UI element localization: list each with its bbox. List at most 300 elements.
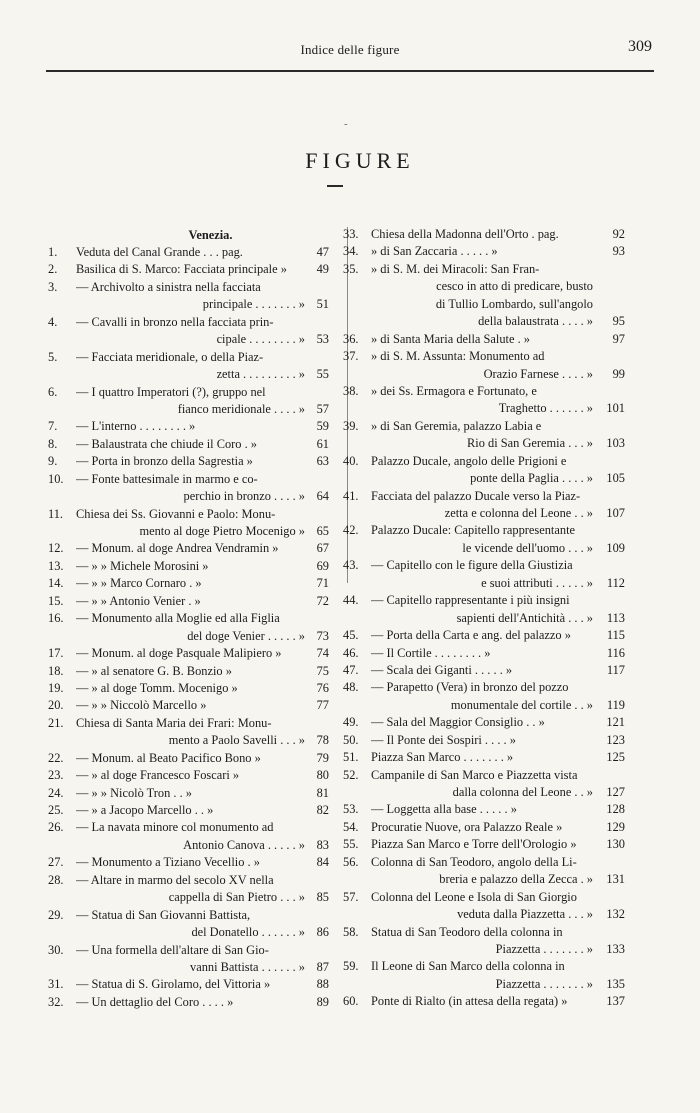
entry-text: sapienti dell'Antichità . . . » bbox=[456, 610, 593, 625]
entry-text: cesco in atto di predicare, busto bbox=[436, 279, 593, 294]
entry-page: 69 bbox=[316, 558, 329, 573]
entry-line bbox=[48, 471, 333, 488]
entry-line bbox=[343, 784, 623, 801]
entry-text: Colonna di San Teodoro, angolo della Li- bbox=[371, 854, 577, 869]
entry-page: 103 bbox=[606, 436, 625, 451]
index-entry bbox=[343, 488, 623, 523]
entry-number: 27. bbox=[48, 855, 64, 870]
index-entry bbox=[343, 243, 623, 260]
entry-page: 63 bbox=[316, 454, 329, 469]
entry-text: — Balaustrata che chiude il Coro . » bbox=[76, 436, 257, 451]
entry-line bbox=[48, 436, 333, 453]
entry-line bbox=[343, 871, 623, 888]
entry-line bbox=[48, 715, 333, 732]
entry-line bbox=[343, 610, 623, 627]
entry-number: 9. bbox=[48, 454, 58, 469]
index-entry bbox=[343, 854, 623, 889]
entry-number: 35. bbox=[343, 261, 359, 276]
index-entry bbox=[48, 261, 333, 278]
left-column bbox=[48, 226, 333, 1011]
entry-text: — Il Ponte dei Sospiri . . . . » bbox=[371, 732, 516, 747]
entry-line bbox=[343, 993, 623, 1010]
index-entry bbox=[48, 279, 333, 314]
entry-line bbox=[48, 959, 333, 976]
entry-text: Basilica di S. Marco: Facciata principale » bbox=[76, 262, 287, 277]
entry-text: Traghetto . . . . . . » bbox=[498, 401, 593, 416]
entry-page: 95 bbox=[612, 314, 625, 329]
entry-page: 84 bbox=[316, 855, 329, 870]
entry-line bbox=[48, 628, 333, 645]
entry-number: 53. bbox=[343, 802, 359, 817]
entry-page: 75 bbox=[316, 663, 329, 678]
entry-number: 34. bbox=[343, 244, 359, 259]
entry-number: 4. bbox=[48, 314, 58, 329]
entry-page: 61 bbox=[316, 436, 329, 451]
entry-page: 78 bbox=[316, 733, 329, 748]
entry-text: perchio in bronzo . . . . » bbox=[183, 489, 305, 504]
entry-number: 30. bbox=[48, 942, 64, 957]
entry-line bbox=[343, 749, 623, 766]
entry-number: 18. bbox=[48, 663, 64, 678]
entry-line bbox=[343, 366, 623, 383]
entry-page: 51 bbox=[316, 297, 329, 312]
index-entry bbox=[48, 802, 333, 819]
index-entry bbox=[48, 314, 333, 349]
entry-line bbox=[343, 435, 623, 452]
entry-text: » di Santa Maria della Salute . » bbox=[371, 331, 530, 346]
index-entry bbox=[343, 418, 623, 453]
entry-text: della balaustrata . . . . » bbox=[478, 314, 593, 329]
entry-text: Orazio Farnese . . . . » bbox=[483, 366, 593, 381]
entry-line bbox=[343, 418, 623, 435]
entry-text: — » » Marco Cornaro . » bbox=[76, 576, 202, 591]
entry-text: Piazzetta . . . . . . . » bbox=[495, 941, 593, 956]
entry-text: » di San Geremia, palazzo Labia e bbox=[371, 418, 542, 433]
entry-line bbox=[343, 331, 623, 348]
entry-text: — Monum. al doge Andrea Vendramin » bbox=[76, 541, 279, 556]
entry-text: cipale . . . . . . . . » bbox=[216, 332, 305, 347]
entry-number: 15. bbox=[48, 593, 64, 608]
entry-line bbox=[48, 610, 333, 627]
entry-text: — Monum. al Beato Pacifico Bono » bbox=[76, 750, 261, 765]
entry-text: veduta dalla Piazzetta . . . » bbox=[457, 907, 593, 922]
entry-text: — Sala del Maggior Consiglio . . » bbox=[371, 715, 545, 730]
entry-line bbox=[48, 663, 333, 680]
entry-text: Piazzetta . . . . . . . » bbox=[495, 976, 593, 991]
entry-line bbox=[48, 453, 333, 470]
entry-line bbox=[48, 976, 333, 993]
entry-page: 88 bbox=[316, 977, 329, 992]
entry-number: 43. bbox=[343, 558, 359, 573]
entry-number: 25. bbox=[48, 803, 64, 817]
entry-number: 14. bbox=[48, 576, 64, 591]
entry-text: — » » Antonio Venier . » bbox=[76, 593, 201, 608]
entry-number: 60. bbox=[343, 994, 359, 1009]
entry-text: Palazzo Ducale, angolo delle Prigioni e bbox=[371, 453, 567, 468]
entry-number: 1. bbox=[48, 245, 58, 259]
entry-line bbox=[343, 348, 623, 365]
entry-page: 74 bbox=[316, 646, 329, 661]
index-entry bbox=[48, 436, 333, 453]
index-entry bbox=[48, 907, 333, 942]
entry-line bbox=[48, 244, 333, 261]
entry-number: 39. bbox=[343, 418, 359, 433]
index-entry bbox=[48, 540, 333, 557]
entry-line bbox=[343, 470, 623, 487]
entry-number: 31. bbox=[48, 977, 64, 992]
entry-line bbox=[48, 593, 333, 610]
entry-number: 12. bbox=[48, 541, 64, 556]
entry-number: 56. bbox=[343, 854, 359, 869]
entry-text: — Una formella dell'altare di San Gio- bbox=[76, 942, 269, 957]
entry-page: 80 bbox=[316, 768, 329, 783]
entry-page: 135 bbox=[606, 976, 625, 991]
index-entry bbox=[343, 767, 623, 802]
entry-line bbox=[343, 400, 623, 417]
entry-number: 44. bbox=[343, 593, 359, 608]
index-entry bbox=[48, 854, 333, 871]
entry-line bbox=[48, 837, 333, 854]
entry-page: 83 bbox=[316, 837, 329, 852]
entry-text: — Statua di S. Girolamo, del Vittoria » bbox=[76, 977, 271, 992]
entry-text: fianco meridionale . . . . » bbox=[177, 401, 305, 416]
entry-text: — » » Michele Morosini » bbox=[76, 558, 209, 573]
entry-line bbox=[343, 383, 623, 400]
entry-line bbox=[48, 907, 333, 924]
entry-page: 72 bbox=[316, 593, 329, 608]
entry-page: 49 bbox=[316, 262, 329, 277]
entry-text: » di S. M. dei Miracoli: San Fran- bbox=[371, 261, 540, 276]
entry-number: 38. bbox=[343, 383, 359, 398]
entry-text: Palazzo Ducale: Capitello rappresentante bbox=[371, 523, 576, 538]
index-entry bbox=[48, 558, 333, 575]
title-rule bbox=[327, 185, 343, 187]
entry-number: 21. bbox=[48, 715, 64, 730]
entry-page: 116 bbox=[606, 645, 625, 660]
entry-text: e suoi attributi . . . . . » bbox=[481, 575, 593, 590]
entry-text: Chiesa di Santa Maria dei Frari: Monu- bbox=[76, 715, 272, 730]
entry-line bbox=[48, 384, 333, 401]
index-entry bbox=[48, 418, 333, 435]
section-heading: Venezia. bbox=[188, 228, 233, 242]
entry-text: — Il Cortile . . . . . . . . » bbox=[371, 645, 491, 660]
entry-text: — Capitello con le figure della Giustizia bbox=[371, 558, 573, 573]
entry-text: mento a Paolo Savelli . . . » bbox=[168, 733, 305, 748]
entry-page: 93 bbox=[612, 244, 625, 259]
entry-number: 36. bbox=[343, 331, 359, 346]
entry-number: 42. bbox=[343, 523, 359, 538]
index-entry bbox=[343, 592, 623, 627]
entry-page: 128 bbox=[606, 802, 625, 817]
entry-page: 77 bbox=[316, 698, 329, 713]
entry-line bbox=[343, 801, 623, 818]
entry-number: 7. bbox=[48, 419, 58, 434]
entry-line bbox=[48, 575, 333, 592]
entry-line bbox=[48, 872, 333, 889]
entry-line bbox=[343, 627, 623, 644]
entry-page: 92 bbox=[612, 227, 625, 241]
entry-text: breria e palazzo della Zecca . » bbox=[439, 872, 593, 887]
entry-line bbox=[343, 819, 623, 836]
entry-line bbox=[48, 366, 333, 383]
entry-number: 13. bbox=[48, 558, 64, 573]
page-title: FIGURE bbox=[305, 148, 415, 173]
entry-number: 22. bbox=[48, 750, 64, 765]
entry-line bbox=[343, 488, 623, 505]
entry-text: le vicende dell'uomo . . . » bbox=[462, 540, 593, 555]
index-entry bbox=[343, 645, 623, 662]
entry-text: » di S. M. Assunta: Monumento ad bbox=[371, 349, 545, 364]
entry-number: 11. bbox=[48, 506, 64, 521]
entry-page: 89 bbox=[316, 994, 329, 1009]
entry-number: 5. bbox=[48, 349, 58, 364]
entry-line bbox=[343, 976, 623, 993]
entry-line bbox=[343, 540, 623, 557]
entry-page: 133 bbox=[606, 941, 625, 956]
entry-page: 112 bbox=[606, 575, 625, 590]
entry-line bbox=[48, 296, 333, 313]
entry-line bbox=[48, 854, 333, 871]
entry-text: Statua di San Teodoro della colonna in bbox=[371, 924, 563, 939]
entry-page: 71 bbox=[316, 576, 329, 591]
entry-text: — Archivolto a sinistra nella facciata bbox=[76, 279, 261, 294]
entry-text: — La navata minore col monumento ad bbox=[76, 820, 274, 835]
entry-line bbox=[48, 540, 333, 557]
entry-page: 113 bbox=[606, 610, 625, 625]
entry-text: Chiesa della Madonna dell'Orto . pag. bbox=[371, 227, 559, 241]
entry-line bbox=[48, 785, 333, 802]
entry-page: 137 bbox=[606, 994, 625, 1009]
entry-page: 47 bbox=[316, 245, 329, 259]
index-entry bbox=[343, 331, 623, 348]
entry-text: zetta . . . . . . . . . » bbox=[216, 367, 305, 382]
entry-page: 99 bbox=[612, 366, 625, 381]
entry-line bbox=[343, 505, 623, 522]
entry-line bbox=[343, 924, 623, 941]
entry-line bbox=[48, 418, 333, 435]
index-entry bbox=[48, 680, 333, 697]
entry-text: zetta e colonna del Leone . . » bbox=[444, 506, 593, 520]
entry-text: — Cavalli in bronzo nella facciata prin- bbox=[76, 314, 274, 329]
index-entry bbox=[48, 575, 333, 592]
index-entry bbox=[343, 993, 623, 1010]
entry-text: — I quattro Imperatori (?), gruppo nel bbox=[76, 384, 266, 399]
index-entry bbox=[343, 261, 623, 331]
entry-number: 28. bbox=[48, 872, 64, 887]
entry-line bbox=[48, 349, 333, 366]
entry-page: 105 bbox=[606, 471, 625, 486]
entry-text: — Monumento a Tiziano Vecellio . » bbox=[76, 855, 260, 870]
index-entry bbox=[48, 610, 333, 645]
index-entry bbox=[343, 348, 623, 383]
entry-number: 16. bbox=[48, 611, 64, 626]
index-entry bbox=[48, 697, 333, 714]
entry-page: 117 bbox=[606, 662, 625, 677]
entry-page: 115 bbox=[606, 628, 625, 643]
entry-line bbox=[343, 278, 623, 295]
entry-line bbox=[48, 331, 333, 348]
running-header-title: Indice delle figure bbox=[300, 42, 400, 57]
entry-number: 49. bbox=[343, 715, 359, 730]
entry-text: Il Leone di San Marco della colonna in bbox=[371, 959, 565, 974]
entry-text: — Monum. al doge Pasquale Malipiero » bbox=[76, 646, 282, 661]
index-entry bbox=[48, 471, 333, 506]
entry-page: 129 bbox=[606, 819, 625, 834]
entry-line bbox=[48, 506, 333, 523]
entry-page: 125 bbox=[606, 750, 625, 765]
entry-text: Colonna del Leone e Isola di San Giorgio bbox=[371, 889, 577, 904]
entry-text: — Parapetto (Vera) in bronzo del pozzo bbox=[371, 680, 569, 695]
entry-text: — Capitello rappresentante i più insigni bbox=[371, 593, 570, 608]
entry-line bbox=[48, 819, 333, 836]
entry-number: 40. bbox=[343, 453, 359, 468]
entry-line bbox=[343, 906, 623, 923]
index-entry bbox=[343, 958, 623, 993]
entry-text: — » » Niccolò Marcello » bbox=[76, 698, 207, 713]
entry-page: 57 bbox=[316, 401, 329, 416]
entry-line bbox=[48, 994, 333, 1011]
entry-line bbox=[343, 575, 623, 592]
entry-number: 23. bbox=[48, 768, 64, 783]
entry-number: 50. bbox=[343, 732, 359, 747]
entry-page: 97 bbox=[612, 331, 625, 346]
index-entry bbox=[48, 645, 333, 662]
entry-number: 52. bbox=[343, 767, 359, 782]
entry-number: 10. bbox=[48, 471, 64, 486]
index-entry bbox=[48, 715, 333, 750]
entry-line bbox=[343, 226, 623, 243]
entry-text: — Porta in bronzo della Sagrestia » bbox=[76, 454, 253, 469]
entry-text: di Tullio Lombardo, sull'angolo bbox=[435, 296, 593, 311]
entry-line bbox=[343, 679, 623, 696]
entry-line bbox=[343, 592, 623, 609]
index-entry bbox=[343, 522, 623, 557]
index-entry bbox=[48, 506, 333, 541]
index-entry bbox=[48, 872, 333, 907]
entry-number: 45. bbox=[343, 628, 359, 643]
index-entry bbox=[48, 244, 333, 261]
index-entry bbox=[343, 889, 623, 924]
entry-line bbox=[48, 750, 333, 767]
entry-number: 32. bbox=[48, 994, 64, 1009]
index-entry bbox=[48, 976, 333, 993]
entry-text: principale . . . . . . . » bbox=[202, 297, 305, 312]
entry-page: 87 bbox=[316, 959, 329, 974]
entry-text: Chiesa dei Ss. Giovanni e Paolo: Monu- bbox=[76, 506, 276, 521]
entry-line bbox=[48, 680, 333, 697]
entry-text: Campanile di San Marco e Piazzetta vista bbox=[371, 767, 578, 782]
entry-text: cappella di San Pietro . . . » bbox=[168, 890, 305, 905]
entry-number: 37. bbox=[343, 349, 359, 364]
entry-page: 127 bbox=[606, 785, 625, 799]
entry-line bbox=[343, 296, 623, 313]
entry-line bbox=[343, 453, 623, 470]
entry-number: 29. bbox=[48, 907, 64, 922]
entry-text: del doge Venier . . . . . » bbox=[187, 628, 305, 643]
entry-text: — Porta della Carta e ang. del palazzo » bbox=[371, 628, 571, 643]
entry-line bbox=[48, 924, 333, 941]
entry-page: 123 bbox=[606, 732, 625, 747]
entry-text: monumentale del cortile . . » bbox=[450, 697, 593, 712]
entry-text: Procuratie Nuove, ora Palazzo Reale » bbox=[371, 819, 563, 834]
entry-line bbox=[48, 732, 333, 749]
entry-number: 51. bbox=[343, 750, 359, 765]
entry-page: 53 bbox=[316, 332, 329, 347]
entry-line bbox=[343, 958, 623, 975]
entry-page: 107 bbox=[606, 506, 625, 520]
entry-line bbox=[343, 557, 623, 574]
entry-page: 65 bbox=[316, 524, 329, 538]
entry-page: 76 bbox=[316, 680, 329, 695]
right-entry-list bbox=[343, 226, 623, 1011]
index-entry bbox=[343, 749, 623, 766]
entry-line bbox=[343, 854, 623, 871]
entry-number: 26. bbox=[48, 820, 64, 835]
index-entry bbox=[48, 750, 333, 767]
entry-number: 3. bbox=[48, 279, 58, 294]
entry-text: » di San Zaccaria . . . . . » bbox=[371, 244, 498, 259]
entry-text: — » » Nicolò Tron . . » bbox=[76, 785, 193, 800]
entry-text: — Altare in marmo del secolo XV nella bbox=[76, 872, 274, 887]
entry-text: — Facciata meridionale, o della Piaz- bbox=[76, 349, 264, 364]
index-entry bbox=[343, 836, 623, 853]
entry-text: Antonio Canova . . . . . » bbox=[183, 837, 305, 852]
entry-page: 67 bbox=[316, 541, 329, 556]
entry-text: — Monumento alla Moglie ed alla Figlia bbox=[76, 611, 280, 626]
entry-line bbox=[48, 488, 333, 505]
entry-page: 59 bbox=[316, 419, 329, 434]
entry-line bbox=[48, 942, 333, 959]
index-entry bbox=[343, 924, 623, 959]
entry-text: — » al senatore G. B. Bonzio » bbox=[76, 663, 232, 678]
entry-page: 130 bbox=[606, 837, 625, 852]
entry-text: — Scala dei Giganti . . . . . » bbox=[371, 662, 513, 677]
index-entry bbox=[48, 593, 333, 610]
entry-line bbox=[343, 767, 623, 784]
entry-line bbox=[343, 662, 623, 679]
entry-line bbox=[48, 523, 333, 540]
entry-line bbox=[343, 697, 623, 714]
entry-line bbox=[48, 767, 333, 784]
index-entry bbox=[343, 627, 623, 644]
entry-page: 131 bbox=[606, 872, 625, 887]
index-entry bbox=[343, 801, 623, 818]
entry-page: 86 bbox=[316, 925, 329, 940]
entry-number: 41. bbox=[343, 488, 359, 503]
index-entry bbox=[48, 453, 333, 470]
entry-number: 47. bbox=[343, 662, 359, 677]
entry-page: 101 bbox=[606, 401, 625, 416]
entry-line bbox=[343, 645, 623, 662]
entry-text: Rio di San Geremia . . . » bbox=[467, 436, 593, 451]
index-entry bbox=[343, 819, 623, 836]
entry-text: vanni Battista . . . . . . » bbox=[190, 959, 305, 974]
header-rule bbox=[46, 70, 654, 72]
entry-page: 81 bbox=[316, 785, 329, 800]
entry-number: 2. bbox=[48, 262, 58, 277]
index-entry bbox=[343, 714, 623, 731]
index-entry bbox=[48, 384, 333, 419]
index-entry bbox=[343, 662, 623, 679]
index-entry bbox=[48, 349, 333, 384]
entry-text: del Donatello . . . . . . » bbox=[191, 925, 305, 940]
right-column bbox=[343, 226, 623, 1011]
entry-page: 109 bbox=[606, 540, 625, 555]
index-entry bbox=[343, 383, 623, 418]
entry-number: 8. bbox=[48, 436, 58, 451]
entry-text: dalla colonna del Leone . . » bbox=[452, 785, 593, 799]
entry-line bbox=[48, 889, 333, 906]
